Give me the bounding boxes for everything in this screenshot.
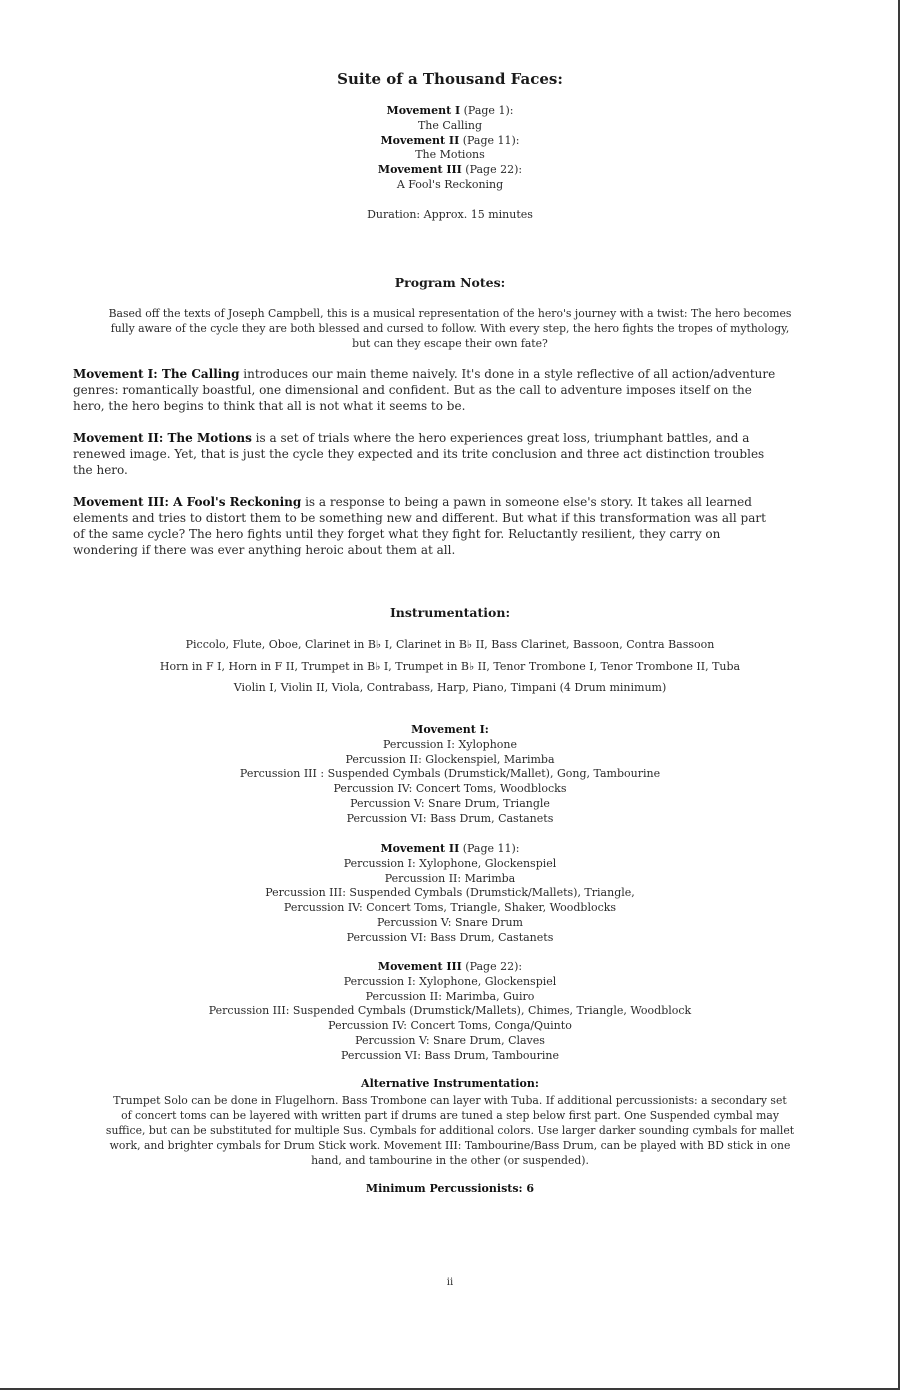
percussion-line: Percussion III: Suspended Cymbals (Drumstick/Mallets), Triangle, [265, 886, 635, 900]
percussion-line: Percussion V: Snare Drum [376, 915, 523, 929]
movement-2-description [73, 430, 823, 478]
document-title: Suite of a Thousand Faces: [337, 70, 563, 88]
percussion-line: Percussion II: Marimba, Guiro [365, 989, 535, 1003]
instrumentation-heading: Instrumentation: [389, 605, 511, 620]
percussion-line: Percussion II: Marimba [384, 871, 516, 885]
percussion-movement-2-label: Movement II [380, 842, 460, 855]
percussion-movement-3-label: Movement III [377, 960, 462, 973]
alternative-line: work, and brighter cymbals for Drum Stick work. Movement III: Tambourine/Bass Drum, can be played with BD stick in one [109, 1139, 791, 1152]
percussion-movement-2 [0, 842, 900, 946]
movement-2-label: Movement II [380, 133, 460, 147]
percussion-movement-3-page: (Page 22): [461, 960, 523, 973]
movement-1-page: (Page 1): [460, 104, 514, 117]
percussion-line: Percussion I: Xylophone, Glockenspiel [343, 974, 557, 988]
percussion-movement-1-label: Movement I: [411, 723, 489, 736]
movement-1-name: The Calling [417, 118, 483, 132]
paragraph-line: hero, the hero begins to think that all is not what it seems to be. [73, 399, 466, 413]
movement-2-description-lead: Movement II: The Motions [73, 431, 252, 445]
paragraph-line: of the same cycle? The hero fights until they forget what they fight for. Reluctantly resilient, they carry on [73, 527, 721, 541]
percussion-line: Percussion IV: Concert Toms, Woodblocks [333, 782, 567, 796]
program-notes-intro [72, 306, 828, 351]
movement-2-page: (Page 11): [459, 133, 520, 147]
alternative-line: of concert toms can be layered with written part if drums are tuned a step below first part. One Suspended cymbal may [121, 1109, 779, 1122]
movement-1-description [73, 366, 823, 414]
movement-2-heading [0, 134, 900, 149]
instrumentation-list [0, 634, 900, 699]
percussion-line: Percussion IV: Concert Toms, Conga/Quinto [328, 1019, 572, 1033]
percussion-line: Percussion III : Suspended Cymbals (Drumstick/Mallet), Gong, Tambourine [239, 767, 661, 781]
movement-3-description-lead: Movement III: A Fool's Reckoning [73, 495, 302, 509]
percussion-line: Percussion II: Glockenspiel, Marimba [345, 752, 555, 766]
intro-line: fully aware of the cycle they are both blessed and cursed to follow. With every step, the hero fights the tropes of mythology, [110, 322, 790, 335]
instrumentation-line: Horn in F I, Horn in F II, Trumpet in B♭ I, Trumpet in B♭ II, Tenor Trombone I, Tenor Trombone II, Tuba [159, 659, 741, 673]
percussion-line: Percussion V: Snare Drum, Claves [355, 1033, 545, 1047]
instrumentation-line: Piccolo, Flute, Oboe, Clarinet in B♭ I, Clarinet in B♭ II, Bass Clarinet, Bassoon, Contra Bassoon [185, 638, 715, 651]
page-number: ii [446, 1277, 454, 1288]
movement-3-name: A Fool's Reckoning [396, 177, 504, 191]
minimum-percussionists: Minimum Percussionists: 6 [365, 1182, 535, 1195]
percussion-movement-1 [0, 723, 900, 827]
paragraph-line: is a set of trials where the hero experiences great loss, triumphant battles, and a [251, 431, 750, 445]
percussion-movement-3 [0, 960, 900, 1064]
duration-text: Duration: Approx. 15 minutes [367, 208, 533, 221]
paragraph-line: introduces our main theme naively. It's done in a style reflective of all action/adventure [239, 367, 776, 381]
movement-1-description-lead: Movement I: The Calling [73, 367, 240, 381]
percussion-line: Percussion I: Xylophone [382, 737, 517, 751]
intro-line: but can they escape their own fate? [352, 337, 548, 350]
percussion-line: Percussion III: Suspended Cymbals (Drumstick/Mallets), Chimes, Triangle, Woodblock [208, 1004, 692, 1018]
percussion-line: Percussion V: Snare Drum, Triangle [350, 796, 550, 810]
paragraph-line: the hero. [73, 463, 128, 477]
paragraph-line: wondering if there was ever anything heroic about them at all. [73, 543, 456, 557]
paragraph-line: renewed image. Yet, that is just the cycle they expected and its trite conclusion and three act distinction troubles [73, 447, 765, 461]
percussion-line: Percussion IV: Concert Toms, Triangle, Shaker, Woodblocks [283, 901, 617, 915]
paragraph-line: genres: romantically boastful, one dimensional and confident. But as the call to adventure imposes itself on the [73, 383, 752, 397]
alternative-line: hand, and tambourine in the other (or suspended). [311, 1154, 589, 1167]
instrumentation-line: Violin I, Violin II, Viola, Contrabass, Harp, Piano, Timpani (4 Drum minimum) [233, 681, 667, 694]
percussion-line: Percussion I: Xylophone, Glockenspiel [343, 856, 557, 870]
alternative-instrumentation-text [70, 1093, 830, 1168]
movement-1-label: Movement I [386, 104, 461, 117]
intro-line: Based off the texts of Joseph Campbell, this is a musical representation of the hero's journey with a twist: The hero becomes [108, 307, 792, 320]
movement-3-description [73, 494, 823, 558]
alternative-line: Trumpet Solo can be done in Flugelhorn. Bass Trombone can layer with Tuba. If additional percussionists: a secondary set [113, 1094, 787, 1107]
movement-3-page: (Page 22): [461, 163, 523, 177]
movement-3-label: Movement III [377, 163, 462, 177]
alternative-line: suffice, but can be substituted for multiple Sus. Cymbals for additional colors. Use larger darker sounding cymbals for mallet [105, 1124, 795, 1137]
alternative-instrumentation-heading: Alternative Instrumentation: [361, 1077, 539, 1090]
percussion-line: Percussion VI: Bass Drum, Castanets [346, 930, 554, 944]
movement-3-heading [0, 163, 900, 178]
paragraph-line: elements and tries to distort them to be something new and different. But what if this transformation was all part [73, 511, 766, 525]
program-notes-heading: Program Notes: [394, 275, 506, 290]
movement-2-name: The Motions [415, 148, 485, 162]
movements-list [0, 104, 900, 193]
percussion-line: Percussion VI: Bass Drum, Castanets [346, 811, 554, 825]
percussion-line: Percussion VI: Bass Drum, Tambourine [340, 1048, 560, 1062]
movement-1-heading [0, 104, 900, 119]
paragraph-line: is a response to being a pawn in someone else's story. It takes all learned [301, 495, 752, 509]
percussion-movement-2-page: (Page 11): [459, 842, 520, 855]
